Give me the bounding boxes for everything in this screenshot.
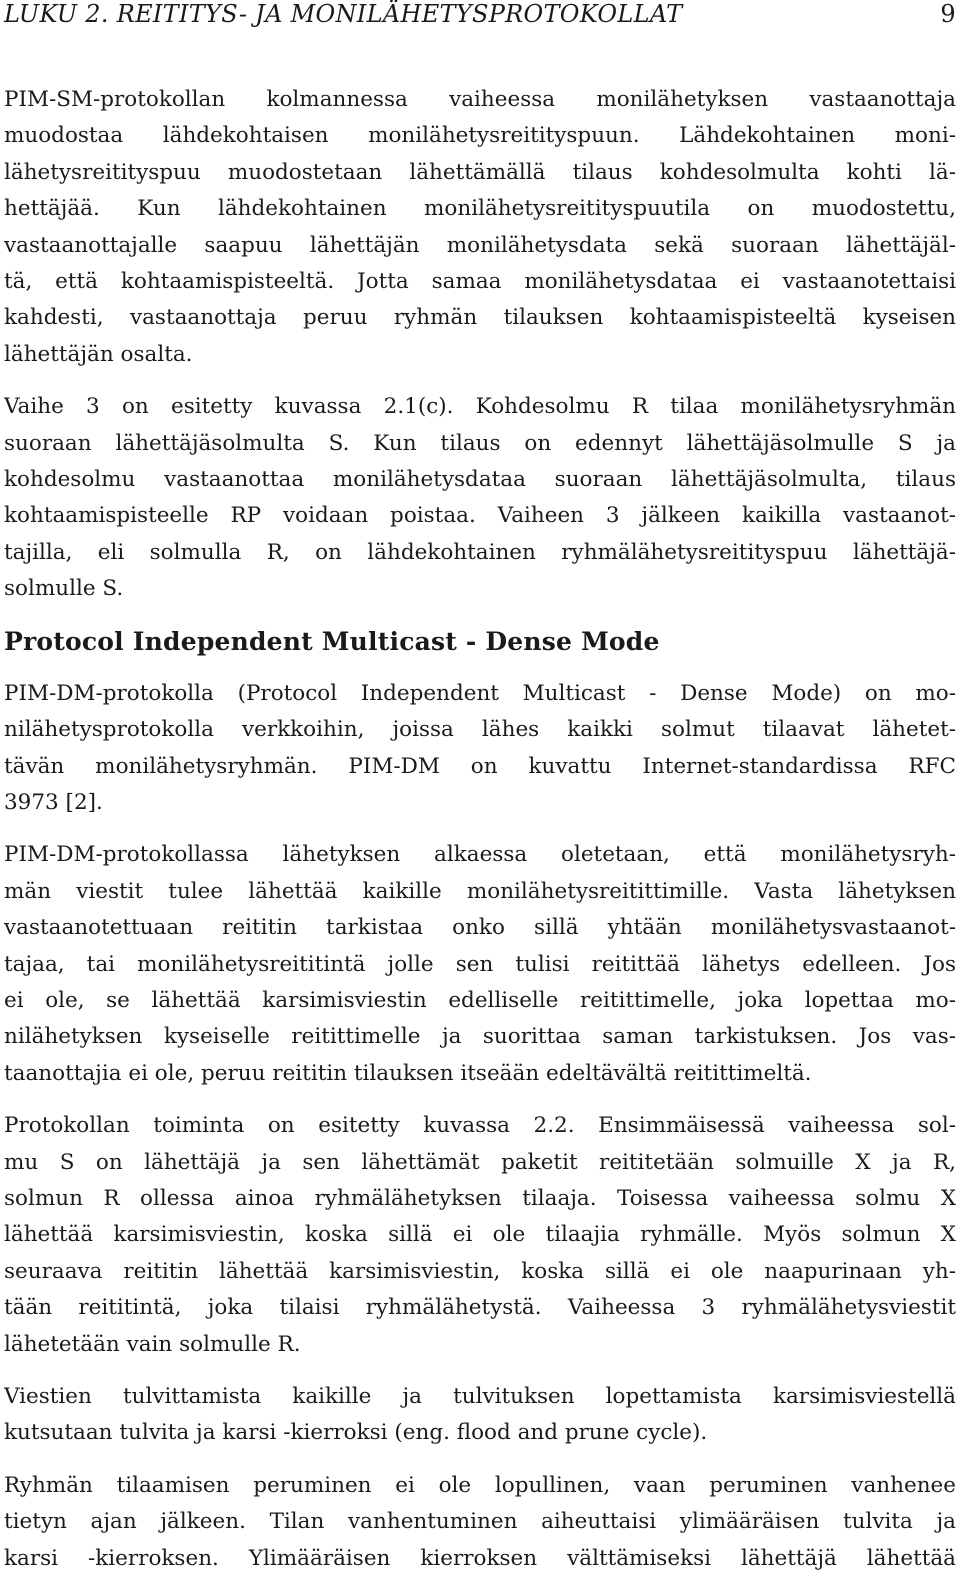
text-line: PIM-SM-protokollan kolmannessa vaiheessa monilähetyksen vastaanottaja [4,87,956,112]
text-line: mu S on lähettäjä ja sen lähettämät paketit reititetään solmuille X ja R, [4,1149,956,1175]
paragraph [4,676,956,822]
text-line: vastaanotettuaan reititin tarkistaa onko sillä yhtään monilähetysvastaanot- [4,915,956,941]
paragraph [4,1108,956,1363]
text-line: kohtaamispisteelle RP voidaan poistaa. Vaiheen 3 jälkeen kaikilla vastaanot- [4,503,956,529]
text-line: tään reititintä, joka tilaisi ryhmälähetystä. Vaiheessa 3 ryhmälähetysviestit [4,1295,956,1321]
text-line: hettäjää. Kun lähdekohtainen monilähetysreitityspuutila on muodostettu, [4,196,956,222]
text-line: män viestit tulee lähettää kaikille monilähetysreitittimille. Vasta lähetyksen [4,878,956,904]
text-line: solmulle S. [4,576,124,602]
text-line: tä, että kohtaamispisteeltä. Jotta samaa monilähetysdataa ei vastaanotettaisi [4,269,956,295]
text-line: nilähetysprotokolla verkkoihin, joissa lähes kaikki solmut tilaavat lähetet- [4,717,956,743]
running-header [4,0,956,34]
paragraph [4,1468,956,1577]
text-line: taanottajia ei ole, peruu reititin tilauksen itseään edeltävältä reitittimeltä. [4,1060,812,1086]
paragraph [4,82,956,373]
text-line: lähetetään vain solmulle R. [4,1331,301,1357]
chapter-title: LUKU 2. REITITYS- JA MONILÄHETYSPROTOKOLLAT [4,0,683,28]
text-line: suoraan lähettäjäsolmulta S. Kun tilaus on edennyt lähettäjäsolmulle S ja [4,430,956,456]
text-line: Viestien tulvittamista kaikille ja tulvituksen lopettamista karsimisviestellä [4,1384,956,1409]
text-line: seuraava reititin lähettää karsimisviestin, koska sillä ei ole naapurinaan yh- [4,1258,956,1284]
paragraphs-after-heading [4,676,956,1577]
document-body [4,82,956,1593]
text-line: Vaihe 3 on esitetty kuvassa 2.1(c). Kohdesolmu R tilaa monilähetysryhmän [4,394,956,420]
text-line: ei ole, se lähettää karsimisviestin edelliselle reitittimelle, joka lopettaa mo- [4,987,956,1013]
text-line: solmun R ollessa ainoa ryhmälähetyksen tilaaja. Toisessa vaiheessa solmu X [4,1185,956,1211]
paragraph [4,837,956,1092]
paragraph [4,389,956,607]
paragraph [4,1379,956,1452]
text-line: Ryhmän tilaamisen peruminen ei ole lopullinen, vaan peruminen vanhenee [4,1472,956,1498]
text-line: PIM-DM-protokolla (Protocol Independent Multicast - Dense Mode) on mo- [4,680,956,706]
text-line: kahdesti, vastaanottaja peruu ryhmän tilauksen kohtaamispisteeltä kyseisen [4,305,956,331]
page-number: 9 [940,0,956,28]
section-heading: Protocol Independent Multicast - Dense Mode [4,626,660,656]
text-line: muodostaa lähdekohtaisen monilähetysreitityspuun. Lähdekohtainen moni- [4,123,956,149]
text-line: karsi -kierroksen. Ylimääräisen kierroksen välttämiseksi lähettäjä lähettää [4,1545,956,1571]
paragraphs-before-heading [4,82,956,608]
text-line: tajilla, eli solmulla R, on lähdekohtainen ryhmälähetysreitityspuu lähettäjä- [4,539,956,565]
text-line: tietyn ajan jälkeen. Tilan vanhentuminen aiheuttaisi ylimääräisen tulvita ja [4,1509,956,1535]
text-line: PIM-DM-protokollassa lähetyksen alkaessa oletetaan, että monilähetysryh- [4,842,956,868]
text-line: lähetysreitityspuu muodostetaan lähettämällä tilaus kohdesolmulta kohti lä- [4,159,956,185]
text-line: nilähetyksen kyseiselle reitittimelle ja suorittaa saman tarkistuksen. Jos vas- [4,1024,956,1050]
text-line: kohdesolmu vastaanottaa monilähetysdataa suoraan lähettäjäsolmulta, tilaus [4,467,956,493]
text-line: vastaanottajalle saapuu lähettäjän monilähetysdata sekä suoraan lähettäjäl- [4,232,956,258]
text-line: kutsutaan tulvita ja karsi -kierroksi (eng. flood and prune cycle). [4,1420,708,1446]
text-line: lähettää karsimisviestin, koska sillä ei ole tilaajia ryhmälle. Myös solmun X [4,1222,956,1248]
text-line: lähettäjän osalta. [4,341,193,367]
text-line: tävän monilähetysryhmän. PIM-DM on kuvattu Internet-standardissa RFC [4,753,956,779]
text-line: Protokollan toiminta on esitetty kuvassa 2.2. Ensimmäisessä vaiheessa sol- [4,1113,956,1139]
text-line: tajaa, tai monilähetysreititintä jolle sen tulisi reitittää lähetys edelleen. Jos [4,951,956,977]
text-line: 3973 [2]. [4,789,103,815]
document-page [4,0,956,1571]
